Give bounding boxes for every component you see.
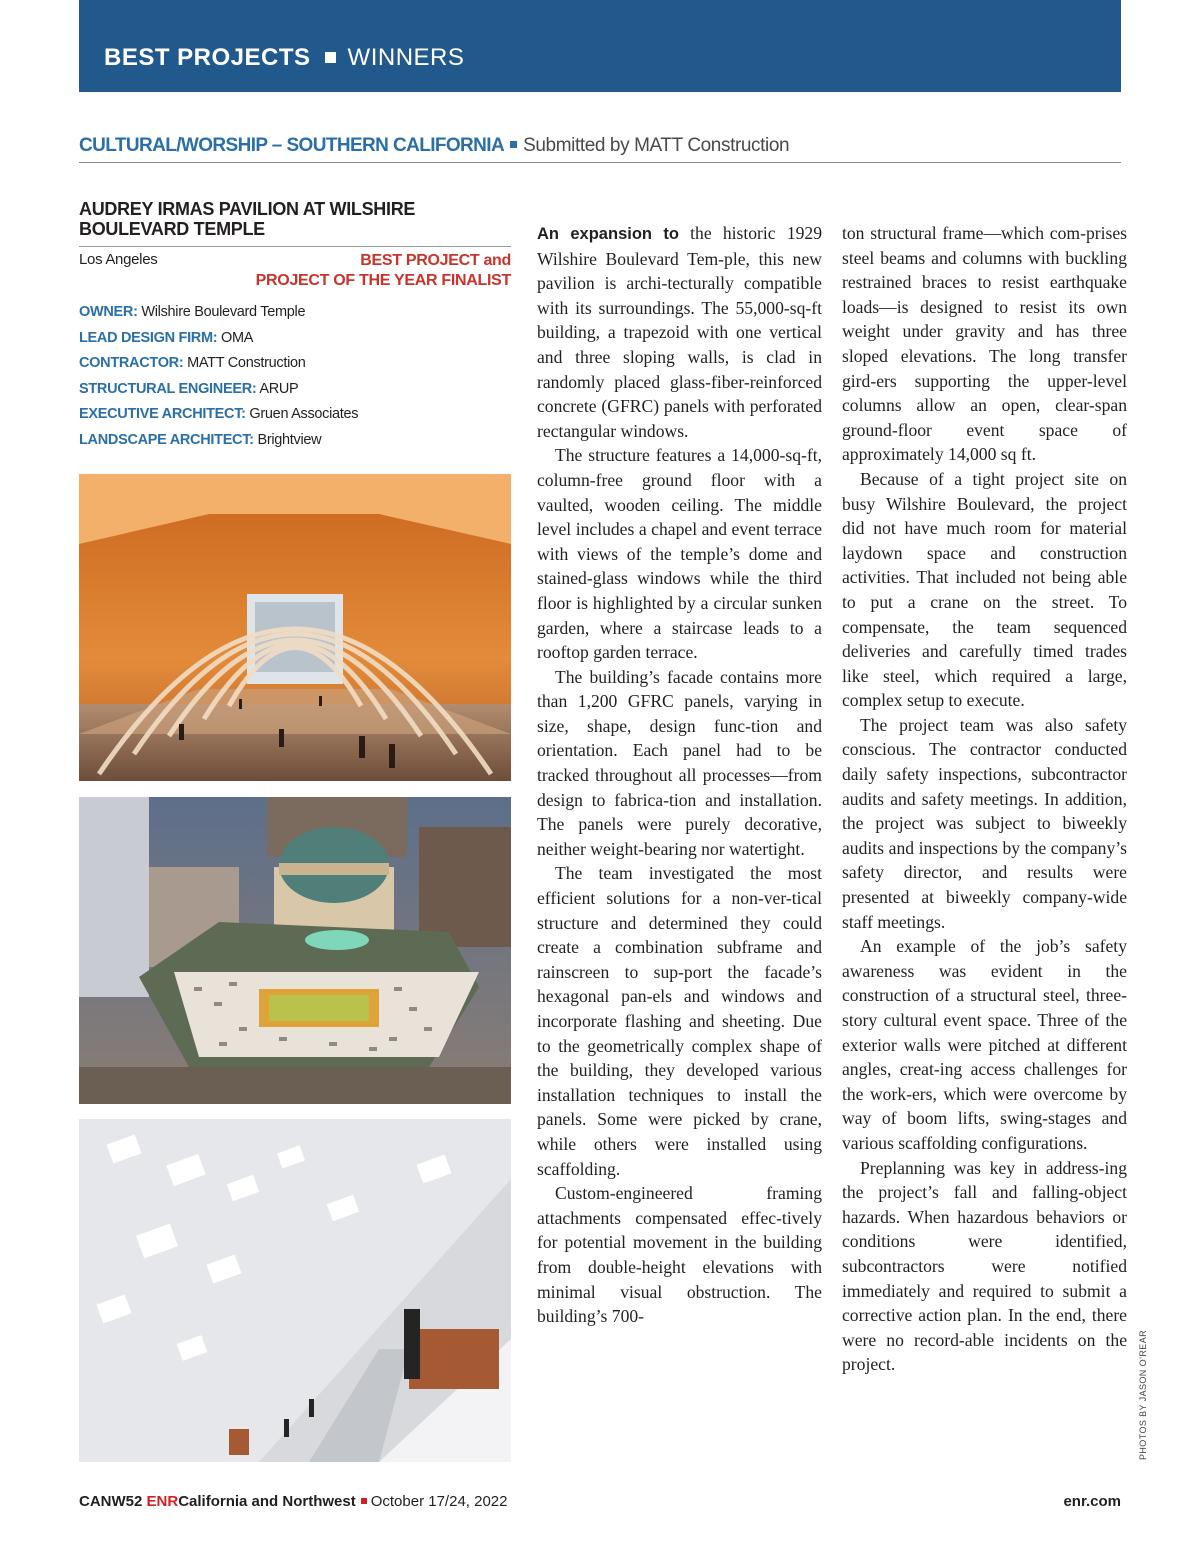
article-column-2 — [842, 221, 1127, 1377]
project-credits — [79, 304, 519, 457]
award-line2: PROJECT OF THE YEAR FINALIST — [255, 272, 511, 289]
article-paragraph: The team investigated the most efficient solutions for a non-ver-tical structure and determined they could create a combination subframe and rainscreen to sup-port the facade’s hexagonal pan-els and windows and incorporate flashing and sheeting. Due to the geometrically complex shape of the building, they developed various installation techniques to install the panels. Some were picked by crane, while others were installed using scaffolding. — [537, 863, 822, 1179]
credit-label: OWNER: — [79, 304, 138, 320]
article-paragraph: The project team was also safety conscious. The contractor conducted daily safety inspections, subcontractor audits and safety meetings. In addition, the project was subject to biweekly audits and inspections by the company’s safety director, and results were presented at biweekly company-wide staff meetings. — [842, 714, 1127, 932]
category-heading — [79, 134, 1121, 163]
title-divider — [79, 246, 511, 247]
footer-page-number: CANW52 — [79, 1493, 143, 1510]
photo-vaulted-interior — [79, 474, 511, 781]
credit-lead-design-firm — [79, 330, 519, 356]
credit-value: Wilshire Boulevard Temple — [141, 304, 306, 320]
credit-contractor — [79, 355, 519, 381]
credit-owner — [79, 304, 519, 330]
banner-section: BEST PROJECTS — [104, 44, 311, 71]
credit-executive-architect — [79, 406, 519, 432]
banner-subsection: WINNERS — [347, 44, 465, 71]
credit-label: CONTRACTOR: — [79, 355, 184, 371]
photo-bright-interior — [79, 1119, 511, 1462]
article-column-1 — [537, 221, 822, 1329]
footer-separator-icon — [361, 1498, 367, 1504]
article-paragraph: The building’s facade contains more than 1,200 GFRC panels, varying in size, shape, design func-tion and orientation. Each panel had to be tracked throughout all processes—from design to fabrica-tion and installation. The panels were purely decorative, neither weight-bearing nor watertight. — [537, 666, 822, 859]
project-title-line2: BOULEVARD TEMPLE — [79, 219, 265, 239]
article-paragraph: Custom-engineered framing attachments compensated effec-tively for potential movement in the building from double-height elevations with minimal visual obstruction. The building’s 700- — [537, 1183, 822, 1327]
article-paragraph: The structure features a 14,000-sq-ft, column-free ground floor with a vaulted, wooden ceiling. The middle level includes a chapel and event terrace with views of the temple’s dome and stained-glass windows while the third floor is highlighted by a circular sunken garden, where a staircase leads to a rooftop garden terrace. — [537, 445, 822, 663]
project-title — [79, 199, 511, 239]
footer-site: enr.com — [1063, 1493, 1121, 1510]
photo-credit: PHOTOS BY JASON O’REAR — [1138, 1330, 1148, 1460]
award-line1: BEST PROJECT and — [360, 252, 511, 269]
article-paragraph: An example of the job’s safety awareness was evident in the construction of a structural steel, three-story cultural event space. Three of the exterior walls were pitched at different angles, creat-ing access challenges for the work-ers, which were overcome by way of boom lifts, swing-stages and various scaffolding configurations. — [842, 936, 1127, 1153]
project-title-line1: AUDREY IRMAS PAVILION AT WILSHIRE — [79, 199, 416, 219]
credit-value: Brightview — [257, 431, 322, 448]
award-badge — [211, 251, 511, 291]
credit-value: OMA — [221, 329, 254, 346]
page-footer — [79, 1493, 1121, 1515]
article-paragraph: Preplanning was key in address-ing the project’s fall and falling-object hazards. When hazardous behaviors or conditions were identified, subcontractors were notified immediately and required to submit a corrective action plan. In the end, there were no record-able incidents on the project. — [842, 1157, 1127, 1375]
footer-brand: ENR — [146, 1493, 179, 1510]
article-paragraph: ton structural frame—which com-prises steel beams and columns with buckling restrained braces to resist earthquake loads—is designed to resist its own weight under gravity and has three sloped elevations. The long transfer gird-ers supporting the upper-level columns allow an open, clear-span ground-floor event space of approximately 14,000 sq ft. — [842, 223, 1127, 465]
credit-value: MATT Construction — [187, 355, 306, 371]
credit-landscape-architect — [79, 432, 519, 458]
article-paragraph-text: the historic 1929 Wilshire Boulevard Tem-ple, this new pavilion is archi-tecturally compatible with its surroundings. The 55,000-sq-ft building, a trapezoid with one vertical and three sloping walls, is clad in randomly placed glass-fiber-reinforced concrete (GFRC) panels with perforated rectangular windows. — [537, 223, 823, 441]
credit-label: LANDSCAPE ARCHITECT: — [79, 431, 254, 448]
photo-aerial-pavilion — [79, 797, 511, 1104]
credit-value: ARUP — [259, 380, 299, 397]
article-paragraph: Because of a tight project site on busy Wilshire Boulevard, the project did not have much room for material laydown space and construction activities. That included not being able to put a crane on the street. To compensate, the team sequenced deliveries and carefully timed trades like steel, which required a large, complex setup to execute. — [842, 468, 1127, 711]
section-banner — [79, 0, 1121, 92]
category-name: CULTURAL/WORSHIP – SOUTHERN CALIFORNIA — [79, 135, 505, 156]
credit-label: EXECUTIVE ARCHITECT: — [79, 406, 246, 422]
banner-separator-icon — [325, 52, 336, 63]
footer-edition: California and Northwest — [178, 1493, 356, 1510]
footer-date: October 17/24, 2022 — [370, 1493, 508, 1510]
category-separator-icon — [510, 141, 517, 148]
credit-structural-engineer — [79, 381, 519, 407]
credit-label: LEAD DESIGN FIRM: — [79, 329, 218, 346]
credit-label: STRUCTURAL ENGINEER: — [79, 380, 257, 397]
article-paragraph — [537, 221, 822, 443]
banner-text — [104, 44, 464, 72]
article-lead: An expansion to — [537, 225, 679, 243]
credit-value: Gruen Associates — [249, 406, 359, 422]
project-location: Los Angeles — [79, 251, 158, 268]
category-submitted: Submitted by MATT Construction — [523, 135, 790, 156]
